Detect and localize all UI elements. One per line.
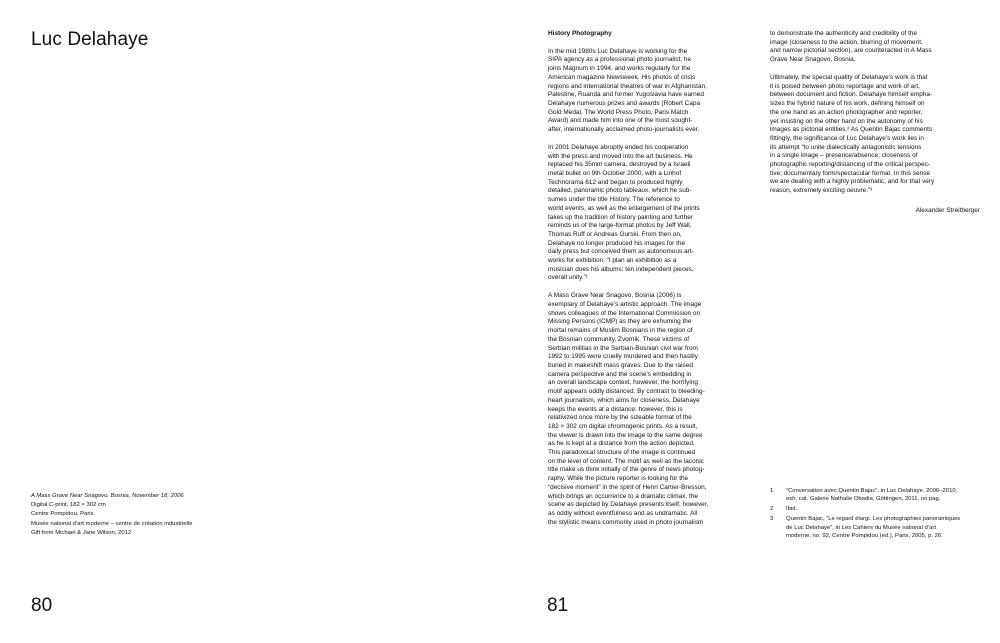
footnote-line: de Luc Delahaye”, in Les Cahiers du Musée national d’art [786,524,936,531]
caption-medium: Digital C-print, 182 × 302 cm [31,502,106,509]
footnote [770,505,985,513]
footnote-line: moderne, no. 92, Centre Pompidou (ed.), Paris, 2005, p. 26. [786,533,943,540]
artwork-caption [31,492,271,538]
footnote-line: Ibid. [786,506,798,513]
caption-museum: Musée national d’art moderne – centre de création industrielle [31,520,193,527]
paragraph: Ultimately, the special quality of Delahaye’s work is that it is poised between photo reportage and work of art, between document and fiction. Delahaye himself empha- sizes the hybrid nature of his work, defining himself on the one hand as an action photographer and reporter, yet insisting on the other hand on the autonomy of his images as pictorial entities.² As Quentin Bajac comments fittingly, the significance of Luc Delahaye’s work lies in its attempt “to unite dialectically antagonistic tensions in a single image – presence/absence; closeness of photographic reporting/distancing of the critical perspec- tive; documentary form/spectacular format. In this sense we are dealing with a highly problematic, and for that very reason, extremely exciting oeuvre.”³ [770,74,935,195]
footnote-line: Quentin Bajac, “Le regard élargi. Les photographies panoramiques [786,516,961,523]
text-column-2 [770,30,980,216]
paragraph: to demonstrate the authenticity and credibility of the image (closeness to the action, blurring of movement, and narrow pictorial section), are counteracted in A Mass Grave Near Snagovo, Bosnia. [770,30,932,64]
caption-title: A Mass Grave Near Snagovo, Bosnia, November 18, 2006 [31,493,184,499]
artist-name: Luc Delahaye [31,29,149,50]
footnote-line: exh. cat. Galerie Nathalie Obadia, Göttingen, 2011, no pag. [786,496,941,503]
section-title: History Photography [548,30,612,37]
page-number: 81 [547,595,569,616]
footnotes [770,487,985,542]
caption-credit: Gift from Michael & Jane Wilson, 2012 [31,529,132,536]
page-number: 80 [31,595,53,616]
caption-collection: Centre Pompidou, Paris [31,511,94,518]
footnote-line: “Conversation avec Quentin Bajac”, in Luc Delahaye. 2006–2010, [786,488,958,494]
footnote-number: 3 [770,516,774,523]
paragraph: In the mid 1980s Luc Delahaye is working for the SIPA agency as a professional photo journalist; he joins Magnum in 1994, and works regularly for the American magazine Newsweek. His photos of crisis regions and international theatres of war in Afghanistan, Palestine, Ruanda and former Yugoslavia have earned Delahaye numerous prizes and awards (Robert Capa Gold Medal, The World Press Photo, Paris Match Award) and made him into one of the most sought- after, internationally acclaimed photo-journalists ever. [548,47,707,134]
text-column-1 [548,30,748,537]
footnote-number: 1 [770,488,774,494]
footnote [770,487,985,504]
author-credit: Alexander Streitberger [915,206,980,214]
footnote [770,515,985,540]
footnote-number: 2 [770,506,774,513]
right-page [500,0,1000,643]
paragraph: In 2001 Delahaye abruptly ended his cooperation with the press and moved into the art business. He replaced his 35mm camera, destroyed by a Israeli metal bullet on 9th October 2000, with a Linhof Technorama 612 and began to produced highly detailed, panoramic photo tableaux, which he sub- sumes under the title History. The reference to world events, as well as the enlargement of the prints takes up the tradition of history painting and further reminds us of the large-format photos by Jeff Wall, Thomas Ruff or Andreas Gurski. From then on, Delahaye no longer produced his images for the daily press but conceived them as autonomous art- works for exhibition: “I plan an exhibition as a musician does his albums: ten independent pieces, overall unity.”¹ [548,143,700,282]
paragraph: A Mass Grave Near Snagovo, Bosnia (2006) is exemplary of Delahaye’s artistic approach. The image shows colleagues of the International Commission on Missing Persons (ICMP) as they are exhuming the mortal remains of Muslim Bosnians in the region of the Bosnian community, Zvornik. These victims of Serbian militias in the Serbian-Bosnian civil war from 1992 to 1995 were cruelly murdered and then hastily buried in makeshift mass graves. Due to the raised camera perspective and the scene’s embedding in an overall landscape context, however, the horrifying motif appears oddly distanced. By contrast to bleeding- heart journalism, which aims for closeness, Delahaye keeps the events at a distance: however, this is relativized once more by the sizeable format of the 182 × 302 cm digital chromogenic prints. As a result, the viewer is drawn into the image to the same degree as he is kept at a distance from the action depicted. This paradoxical structure of the image is continued on the level of content. The motif as well as the laconic title make us think initially of the genre of news photog- raphy. While the picture reporter is looking for the “decisive moment” in the spirit of Henri Cartier-Bresson, which brings an occurrence to a dramatic climax, the scene as depicted by Delahaye presents itself, however, as oddly without eventfulness and as undramatic. All the stylistic means commonly used in photo journalism [548,292,709,526]
